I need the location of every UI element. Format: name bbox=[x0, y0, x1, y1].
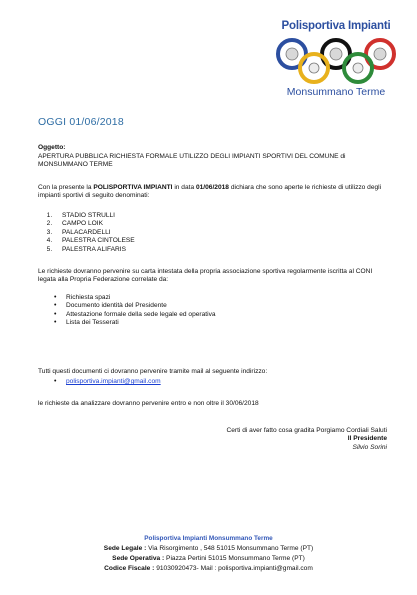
email-instructions: Tutti questi documenti ci dovranno pervenire tramite mail al seguente indirizzo: bbox=[38, 368, 268, 375]
closing-name: Silvio Sorini bbox=[352, 443, 387, 451]
footer-sede-operativa bbox=[0, 554, 417, 564]
list-item: • Attestazione formale della sede legale ed operativa bbox=[54, 311, 216, 319]
footer-sede-operativa-label: Sede Operativa : bbox=[112, 555, 165, 562]
footer-codice-fiscale-label: Codice Fiscale : bbox=[104, 565, 155, 572]
list-item bbox=[54, 378, 161, 386]
subject-label: Oggetto: bbox=[38, 144, 66, 151]
list-item: 3. PALACARDELLI bbox=[54, 229, 254, 237]
footer-sede-legale bbox=[0, 544, 417, 554]
intro-text-1: Con la presente la bbox=[38, 184, 94, 191]
closing-role: Il Presidente bbox=[347, 435, 387, 443]
footer-codice-fiscale-value: 91030920473- Mail : polisportiva.impianti@gmail.com bbox=[154, 565, 313, 572]
intro-text-3: dichiara che sono aperte le richieste di utilizzo degli impianti sportivi di seguito denominati: bbox=[38, 184, 382, 200]
list-item: 5. PALESTRA ALIFARIS bbox=[54, 246, 254, 254]
intro-paragraph bbox=[38, 184, 383, 201]
logo-title: Polisportiva Impianti bbox=[281, 20, 391, 32]
intro-date: 01/06/2018 bbox=[195, 184, 229, 191]
facilities-list bbox=[38, 212, 254, 254]
email-link[interactable]: polisportiva.impianti@gmail.com bbox=[66, 378, 161, 385]
subject-text: APERTURA PUBBLICA RICHIESTA FORMALE UTILIZZO DEGLI IMPIANTI SPORTIVI DEL COMUNE di MONSUMMANO TERME bbox=[38, 153, 346, 169]
closing-block bbox=[147, 427, 387, 452]
footer bbox=[0, 534, 417, 574]
deadline-text: le richieste da analizzare dovranno pervenire entro e non oltre il 30/06/2018 bbox=[38, 400, 259, 407]
list-item: • Richiesta spazi bbox=[54, 294, 216, 302]
olympic-rings-logo bbox=[270, 36, 402, 84]
logo bbox=[262, 16, 410, 106]
logo-subtitle: Monsummano Terme bbox=[286, 86, 386, 98]
documents-list bbox=[54, 294, 216, 328]
intro-text-2: in data bbox=[172, 184, 196, 191]
footer-sede-legale-label: Sede Legale : bbox=[103, 545, 147, 552]
footer-codice-fiscale bbox=[0, 564, 417, 574]
list-item: 4. PALESTRA CINTOLESE bbox=[54, 237, 254, 245]
intro-org: POLISPORTIVA IMPIANTI bbox=[93, 184, 173, 191]
requests-paragraph: Le richieste dovranno pervenire su carta intestata della propria associazione sportiva regolarmente iscritta al CONI legata alla Propria Federazione correlate da: bbox=[38, 268, 373, 284]
document-date: OGGI 01/06/2018 bbox=[38, 116, 124, 128]
list-item: • Lista dei Tesserati bbox=[54, 319, 216, 327]
footer-sede-legale-value: Via Risorgimento , 548 51015 Monsummano Terme (PT) bbox=[146, 545, 314, 552]
closing-greeting: Certi di aver fatto cosa gradita Porgiamo Cordiali Saluti bbox=[226, 427, 387, 434]
list-item: • Documento identità del Presidente bbox=[54, 302, 216, 310]
list-item: 1. STADIO STRULLI bbox=[54, 212, 254, 220]
email-list bbox=[54, 378, 161, 386]
footer-title: Polisportiva Impianti Monsummano Terme bbox=[144, 535, 273, 542]
list-item: 2. CAMPO LOIK bbox=[54, 220, 254, 228]
footer-sede-operativa-value: Piazza Pertini 51015 Monsummano Terme (PT) bbox=[164, 555, 305, 562]
